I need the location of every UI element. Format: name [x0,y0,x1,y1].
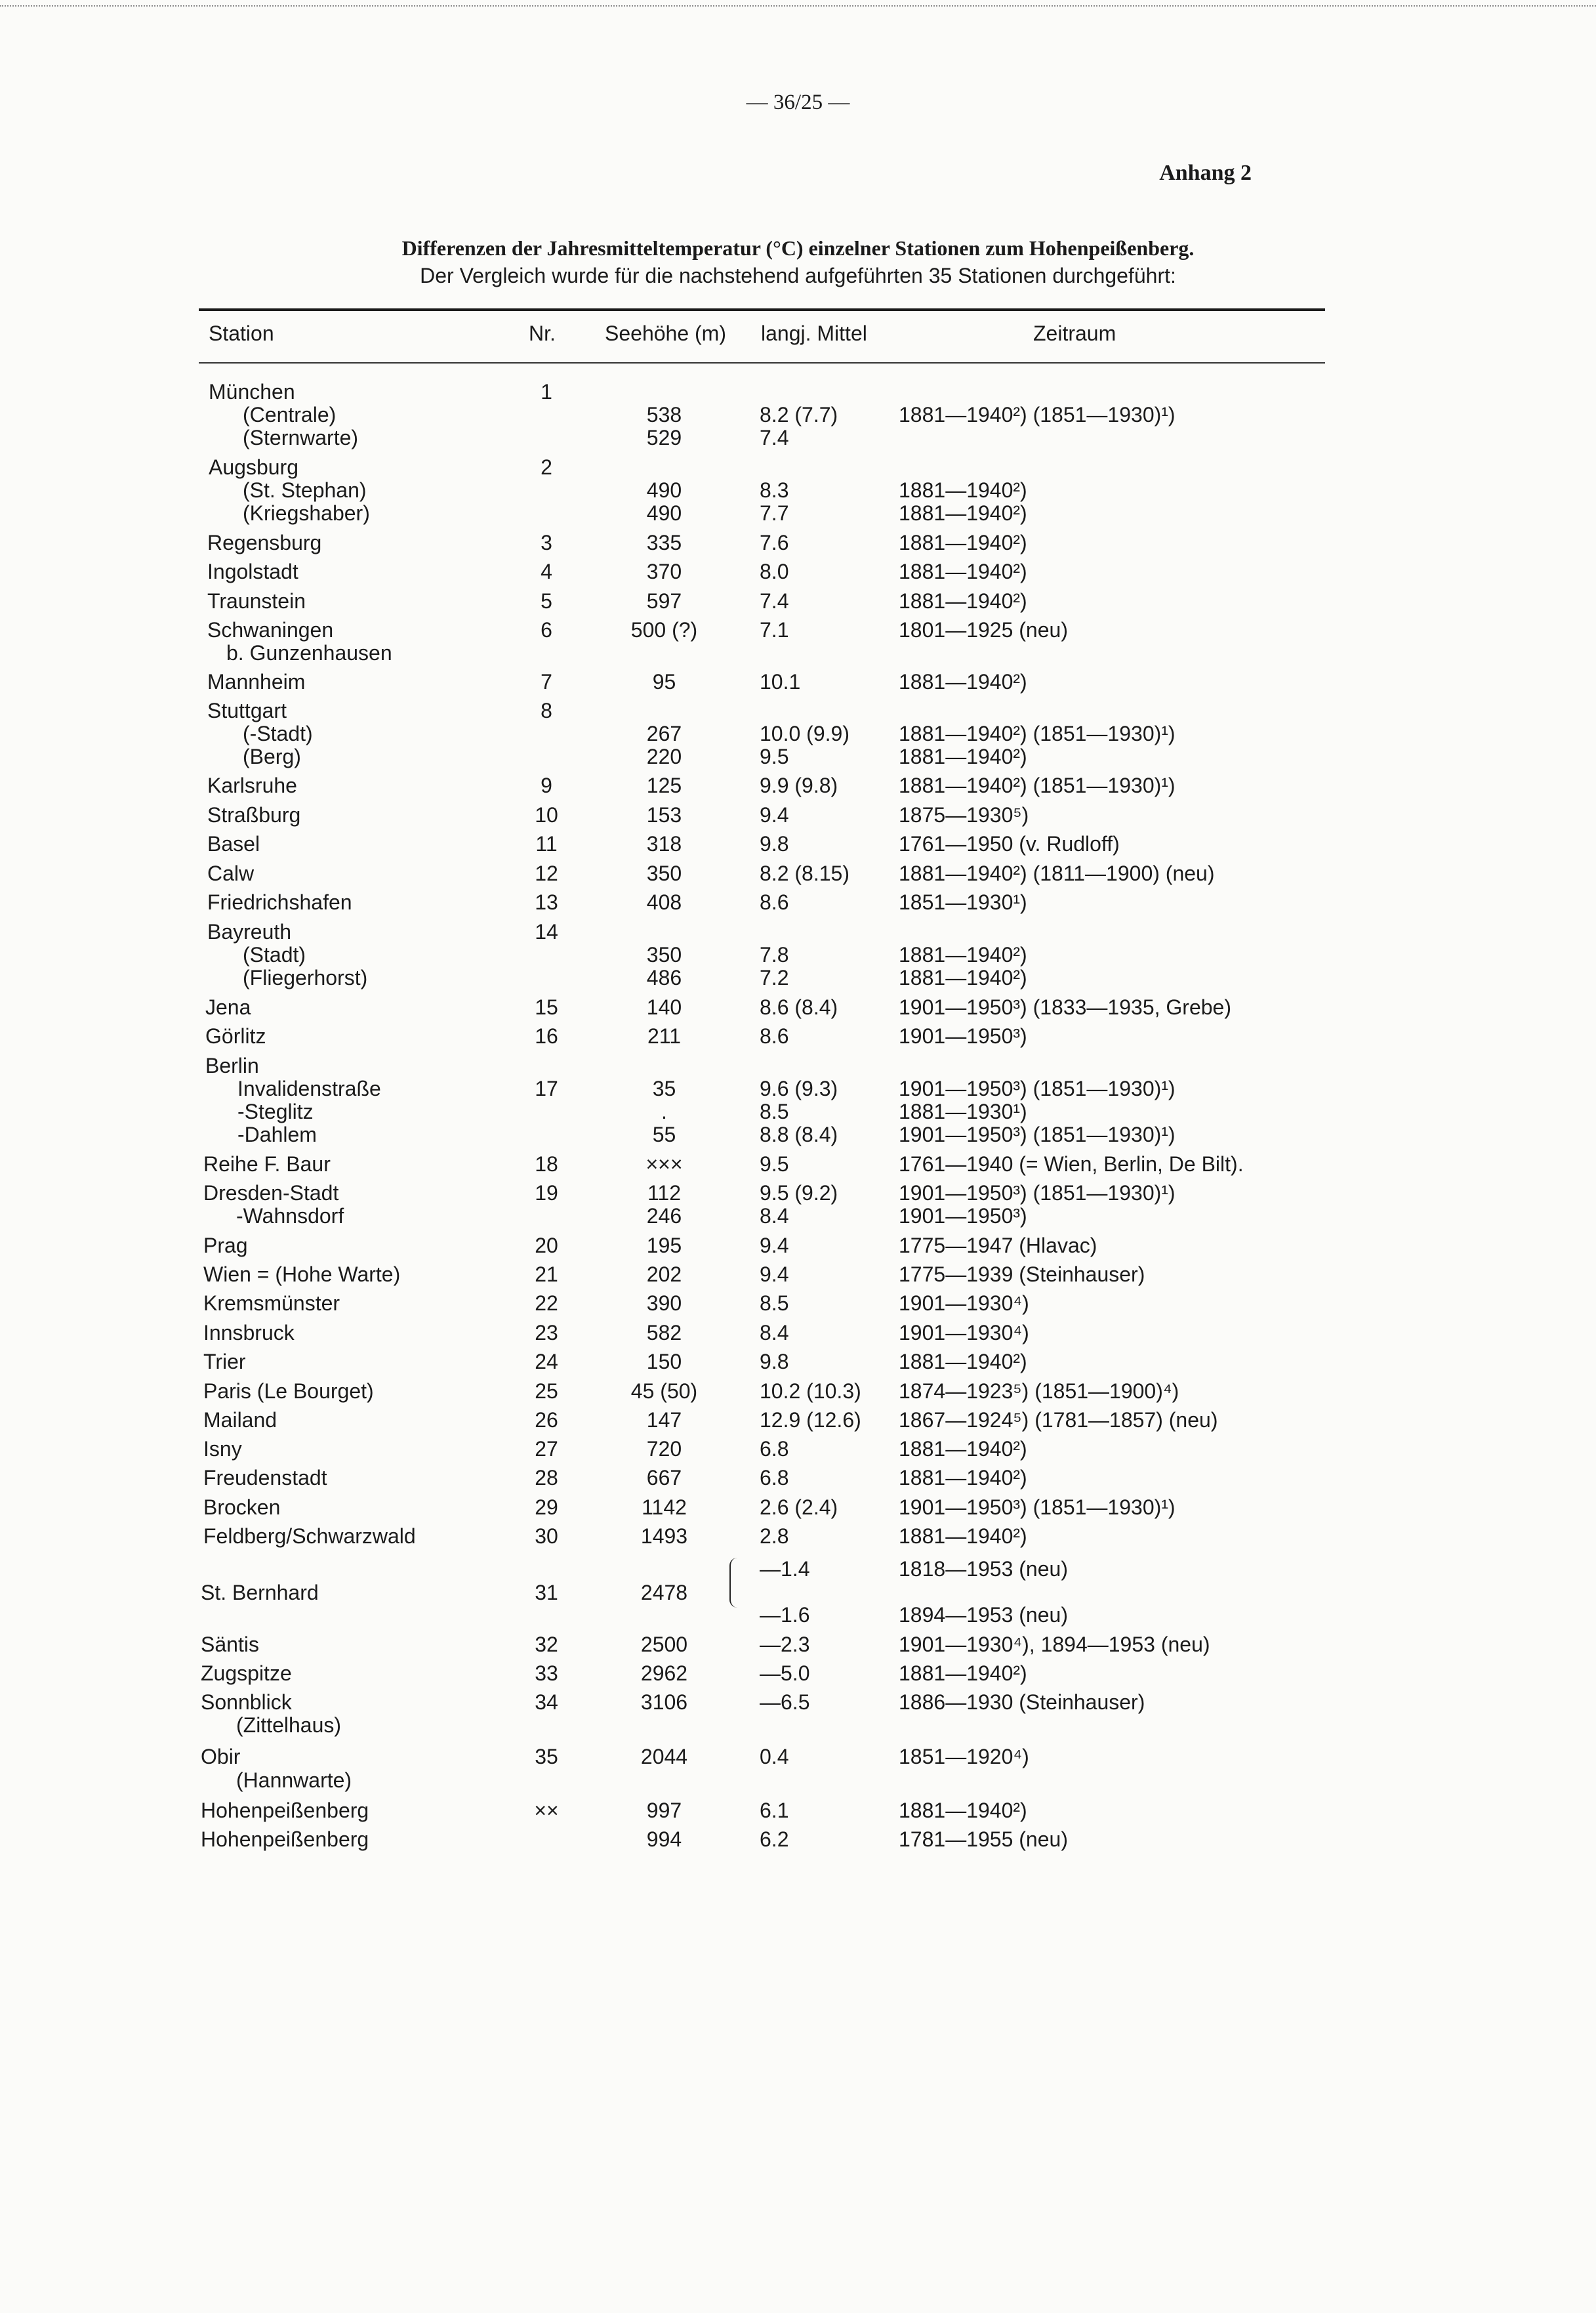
cell-zeitraum: 1775—1939 (Steinhauser) [899,1262,1145,1286]
cell-zeitraum: 1781—1955 (neu) [899,1827,1068,1851]
cell-seehoehe: 147 [646,1408,682,1432]
table-top-rule [199,308,1325,311]
table-row [0,860,1596,886]
cell-mittel: 8.8 (8.4) [760,1123,838,1146]
table-row [0,558,1596,585]
cell-mittel: 9.6 (9.3) [760,1077,838,1100]
table-row [0,379,1596,405]
cell-seehoehe: 202 [646,1262,682,1286]
cell-station: Innsbruck [203,1321,295,1344]
cell-nr: 24 [535,1350,558,1373]
cell-zeitraum: 1881—1940²) (1851—1930)¹) [899,403,1176,427]
cell-station: -Dahlem [237,1123,317,1146]
table-row [0,1465,1596,1491]
cell-station: (Kriegshaber) [243,501,370,525]
cell-station: (Fliegerhorst) [243,966,368,990]
table-row [0,669,1596,695]
table-row [0,1556,1596,1582]
cell-mittel: 10.1 [760,670,801,694]
cell-nr: 33 [535,1661,558,1685]
cell-mittel: —5.0 [760,1661,810,1685]
cell-seehoehe: 529 [646,426,682,449]
cell-zeitraum: 1801—1925 (neu) [899,618,1068,642]
cell-mittel: 7.6 [760,531,789,554]
cell-station: (Berg) [243,745,301,768]
cell-seehoehe: 1142 [642,1495,687,1519]
cell-zeitraum: 1761—1940 (= Wien, Berlin, De Bilt). [899,1152,1244,1176]
cell-station: Obir [201,1745,241,1768]
cell-mittel: 8.6 (8.4) [760,995,838,1019]
cell-nr: 1 [541,380,552,404]
cell-station: Trier [203,1350,246,1373]
cell-seehoehe: 125 [646,774,682,797]
cell-zeitraum: 1881—1940²) [899,560,1027,583]
cell-seehoehe: ××× [645,1152,683,1176]
cell-station: Mailand [203,1408,277,1432]
cell-station: Dresden-Stadt [203,1181,339,1205]
cell-seehoehe: 195 [646,1234,682,1257]
cell-seehoehe: 2044 [640,1745,688,1768]
table-row [0,530,1596,556]
cell-station: Prag [203,1234,248,1257]
cell-mittel: 6.8 [760,1437,789,1461]
cell-mittel: 9.8 [760,832,789,856]
cell-nr: 4 [541,560,552,583]
cell-mittel: 7.1 [760,618,789,642]
cell-station: Invalidenstraße [237,1077,381,1100]
cell-seehoehe: 582 [646,1321,682,1344]
cell-mittel: 9.4 [760,1234,789,1257]
cell-station: Calw [207,862,255,885]
column-header-nr: Nr. [529,322,556,345]
cell-station: St. Bernhard [201,1581,319,1604]
cell-mittel: 6.1 [760,1799,789,1822]
table-row [0,1797,1596,1823]
cell-nr: 18 [535,1152,558,1176]
cell-seehoehe: 140 [646,995,682,1019]
cell-seehoehe: 370 [646,560,682,583]
cell-zeitraum: 1901—1950³) (1833—1935, Grebe) [899,995,1231,1019]
table-row [0,402,1596,428]
cell-zeitraum: 1851—1930¹) [899,890,1027,914]
cell-mittel: 10.0 (9.9) [760,722,849,745]
table-row [0,1826,1596,1852]
table-row [0,1121,1596,1148]
cell-seehoehe: 486 [646,966,682,990]
cell-mittel: 9.4 [760,1262,789,1286]
cell-mittel: 0.4 [760,1745,789,1768]
document-title: Differenzen der Jahresmitteltemperatur (°C) einzelner Stationen zum Hohenpeißenberg. [401,236,1195,260]
cell-mittel: 9.5 (9.2) [760,1181,838,1205]
cell-station: (Centrale) [243,403,337,427]
cell-zeitraum: 1881—1940²) [899,670,1027,694]
table-row [0,1052,1596,1079]
cell-station: (Zittelhaus) [236,1713,342,1737]
header-bottom-rule [199,362,1325,364]
table-row [0,1767,1596,1793]
table-row [0,889,1596,915]
cell-zeitraum: 1761—1950 (v. Rudloff) [899,832,1120,856]
cell-station: (St. Stephan) [243,478,367,502]
cell-zeitraum: 1881—1940²) [899,501,1027,525]
cell-station: (Sternwarte) [243,426,359,449]
cell-nr: 13 [535,890,558,914]
cell-mittel: 9.5 [760,1152,789,1176]
table-row [0,772,1596,799]
cell-zeitraum: 1881—1940²) [899,1799,1027,1822]
table-row [0,1631,1596,1657]
table-row [0,454,1596,480]
cell-seehoehe: 720 [646,1437,682,1461]
cell-zeitraum: 1901—1950³) (1851—1930)¹) [899,1495,1176,1519]
cell-seehoehe: 335 [646,531,682,554]
cell-station: Friedrichshafen [207,890,352,914]
cell-seehoehe: 500 (?) [630,618,698,642]
cell-station: Paris (Le Bourget) [203,1379,374,1403]
cell-seehoehe: 150 [646,1350,682,1373]
cell-station: Sonnblick [201,1690,292,1714]
cell-zeitraum: 1881—1940²) [899,745,1027,768]
cell-mittel: —1.6 [760,1603,810,1627]
cell-nr: 32 [535,1633,558,1656]
cell-station: Schwaningen [207,618,334,642]
cell-zeitraum: 1881—1940²) [899,478,1027,502]
cell-nr: 6 [541,618,552,642]
cell-nr: 25 [535,1379,558,1403]
cell-zeitraum: 1901—1950³) (1851—1930)¹) [899,1077,1176,1100]
cell-station: Traunstein [207,589,306,613]
table-row [0,1290,1596,1316]
cell-nr: 22 [535,1291,558,1315]
cell-mittel: 2.8 [760,1524,789,1548]
cell-mittel: 8.2 (7.7) [760,403,838,427]
cell-station: Hohenpeißenberg [201,1827,369,1851]
cell-mittel: 7.4 [760,426,789,449]
cell-nr: ×× [534,1799,559,1822]
cell-nr: 16 [535,1024,558,1048]
cell-nr: 31 [535,1581,558,1604]
table-row [0,831,1596,857]
cell-nr: 14 [535,920,558,944]
cell-station: Reihe F. Baur [203,1152,331,1176]
table-row [0,919,1596,945]
cell-zeitraum: 1818—1953 (neu) [899,1557,1068,1581]
cell-zeitraum: 1901—1930⁴) [899,1321,1029,1344]
table-row [0,720,1596,747]
table-row [0,698,1596,724]
cell-zeitraum: 1881—1940²) [899,943,1027,967]
cell-zeitraum: 1775—1947 (Hlavac) [899,1234,1097,1257]
cell-station: -Wahnsdorf [236,1204,344,1228]
table-row [0,425,1596,451]
cell-seehoehe: 220 [646,745,682,768]
cell-station: (-Stadt) [243,722,313,745]
cell-nr: 9 [541,774,552,797]
cell-nr: 8 [541,699,552,722]
table-row [0,1689,1596,1715]
cell-station: Isny [203,1437,242,1461]
table-row [0,994,1596,1020]
page-number: — 36/25 — [746,91,850,114]
cell-seehoehe: 112 [647,1181,681,1205]
cell-seehoehe: 490 [646,478,682,502]
cell-nr: 10 [535,803,558,827]
cell-nr: 19 [535,1181,558,1205]
cell-seehoehe: 35 [652,1077,676,1100]
table-row [0,1180,1596,1206]
table-row [0,1407,1596,1433]
cell-station: b. Gunzenhausen [226,641,392,665]
column-header-zeitraum: Zeitraum [1033,322,1116,345]
table-row [0,1151,1596,1177]
cell-station: Wien = (Hohe Warte) [203,1262,401,1286]
cell-zeitraum: 1881—1930¹) [899,1100,1027,1123]
cell-station: Freudenstadt [203,1466,327,1490]
cell-nr: 15 [535,995,558,1019]
cell-station: Jena [205,995,251,1019]
cell-nr: 3 [541,531,552,554]
cell-nr: 26 [535,1408,558,1432]
cell-zeitraum: 1881—1940²) [899,531,1027,554]
st-bernhard-brace [729,1558,740,1608]
cell-zeitraum: 1881—1940²) [899,1661,1027,1685]
table-row [0,477,1596,503]
cell-station: Zugspitze [201,1661,292,1685]
cell-nr: 20 [535,1234,558,1257]
cell-station: Kremsmünster [203,1291,340,1315]
table-row [0,1348,1596,1375]
cell-seehoehe: 597 [646,589,682,613]
cell-zeitraum: 1881—1940²) [899,1350,1027,1373]
cell-seehoehe: 95 [652,670,676,694]
cell-seehoehe: 1493 [640,1524,688,1548]
cell-zeitraum: 1881—1940²) [899,1437,1027,1461]
cell-mittel: 8.6 [760,890,789,914]
cell-seehoehe: 2478 [640,1581,688,1604]
cell-seehoehe: . [661,1100,667,1123]
table-row [0,802,1596,828]
document-subtitle: Der Vergleich wurde für die nachstehend aufgeführten 35 Stationen durchgeführt: [420,264,1176,287]
table-row [0,1232,1596,1259]
cell-mittel: —2.3 [760,1633,810,1656]
cell-station: Stuttgart [207,699,287,722]
cell-nr: 5 [541,589,552,613]
cell-station: Straßburg [207,803,301,827]
cell-mittel: 6.2 [760,1827,789,1851]
cell-seehoehe: 667 [646,1466,682,1490]
cell-station: Karlsruhe [207,774,297,797]
cell-mittel: 8.3 [760,478,789,502]
cell-nr: 17 [535,1077,558,1100]
cell-mittel: 10.2 (10.3) [760,1379,861,1403]
table-row [0,500,1596,526]
cell-station: Brocken [203,1495,281,1519]
cell-mittel: 12.9 (12.6) [760,1408,861,1432]
cell-zeitraum: 1881—1940²) [899,1466,1027,1490]
cell-nr: 28 [535,1466,558,1490]
cell-nr: 29 [535,1495,558,1519]
cell-station: Bayreuth [207,920,292,944]
cell-seehoehe: 153 [646,803,682,827]
cell-nr: 23 [535,1321,558,1344]
cell-seehoehe: 997 [646,1799,682,1822]
cell-mittel: 8.5 [760,1291,789,1315]
cell-zeitraum: 1901—1950³) [899,1204,1027,1228]
cell-zeitraum: 1875—1930⁵) [899,803,1029,827]
table-row [0,640,1596,666]
cell-station: Basel [207,832,260,856]
appendix-label: Anhang 2 [1159,161,1252,185]
cell-station: Feldberg/Schwarzwald [203,1524,416,1548]
cell-zeitraum: 1867—1924⁵) (1781—1857) (neu) [899,1408,1218,1432]
cell-seehoehe: 350 [646,943,682,967]
cell-station: Regensburg [207,531,322,554]
cell-mittel: 7.7 [760,501,789,525]
cell-station: Berlin [205,1054,259,1077]
scan-top-edge [0,5,1596,7]
cell-seehoehe: 45 (50) [630,1379,698,1403]
cell-zeitraum: 1874—1923⁵) (1851—1900)⁴) [899,1379,1179,1403]
cell-zeitraum: 1886—1930 (Steinhauser) [899,1690,1145,1714]
cell-mittel: 9.9 (9.8) [760,774,838,797]
cell-mittel: —6.5 [760,1690,810,1714]
cell-mittel: 7.8 [760,943,789,967]
table-row [0,617,1596,643]
table-row [0,965,1596,991]
cell-mittel: 8.6 [760,1024,789,1048]
cell-zeitraum: 1881—1940²) (1811—1900) (neu) [899,862,1215,885]
cell-station: Säntis [201,1633,259,1656]
cell-mittel: 8.2 (8.15) [760,862,849,885]
cell-mittel: —1.4 [760,1557,810,1581]
cell-mittel: 7.4 [760,589,789,613]
cell-station: Hohenpeißenberg [201,1799,369,1822]
table-row [0,1494,1596,1520]
cell-nr: 11 [535,832,558,856]
cell-station: München [209,380,295,404]
table-row [0,1320,1596,1346]
cell-mittel: 8.4 [760,1204,789,1228]
cell-station: Augsburg [209,455,298,479]
cell-nr: 21 [535,1262,558,1286]
cell-station: Görlitz [205,1024,266,1048]
cell-mittel: 9.8 [760,1350,789,1373]
cell-mittel: 9.4 [760,803,789,827]
cell-nr: 2 [541,455,552,479]
cell-zeitraum: 1901—1950³) (1851—1930)¹) [899,1123,1176,1146]
column-header-station: Station [209,322,274,345]
table-row [0,1261,1596,1287]
cell-zeitraum: 1881—1940²) [899,1524,1027,1548]
cell-nr: 34 [535,1690,558,1714]
table-row [0,588,1596,614]
table-row [0,1023,1596,1049]
cell-zeitraum: 1901—1930⁴), 1894—1953 (neu) [899,1633,1210,1656]
cell-seehoehe: 267 [646,722,682,745]
cell-zeitraum: 1881—1940²) [899,966,1027,990]
cell-zeitraum: 1881—1940²) (1851—1930)¹) [899,774,1176,797]
cell-seehoehe: 490 [646,501,682,525]
cell-nr: 7 [541,670,552,694]
table-row [0,1203,1596,1229]
cell-seehoehe: 994 [646,1827,682,1851]
cell-seehoehe: 2500 [640,1633,688,1656]
cell-station: -Steglitz [237,1100,314,1123]
table-row [0,1378,1596,1404]
cell-seehoehe: 55 [652,1123,676,1146]
table-row [0,1523,1596,1549]
cell-mittel: 7.2 [760,966,789,990]
cell-seehoehe: 408 [646,890,682,914]
cell-zeitraum: 1881—1940²) [899,589,1027,613]
table-row [0,743,1596,770]
table-row [0,942,1596,968]
cell-nr: 12 [535,862,558,885]
table-row [0,1436,1596,1462]
cell-nr: 35 [535,1745,558,1768]
cell-mittel: 8.5 [760,1100,789,1123]
table-row [0,1075,1596,1102]
cell-mittel: 2.6 (2.4) [760,1495,838,1519]
cell-mittel: 6.8 [760,1466,789,1490]
cell-mittel: 8.0 [760,560,789,583]
cell-seehoehe: 538 [646,403,682,427]
cell-zeitraum: 1851—1920⁴) [899,1745,1029,1768]
table-row [0,1602,1596,1628]
cell-nr: 27 [535,1437,558,1461]
cell-zeitraum: 1901—1930⁴) [899,1291,1029,1315]
cell-zeitraum: 1901—1950³) [899,1024,1027,1048]
cell-zeitraum: 1894—1953 (neu) [899,1603,1068,1627]
cell-station: (Hannwarte) [236,1768,352,1792]
table-row [0,1712,1596,1738]
cell-seehoehe: 318 [646,832,682,856]
cell-seehoehe: 390 [646,1291,682,1315]
cell-station: (Stadt) [243,943,306,967]
cell-seehoehe: 350 [646,862,682,885]
cell-zeitraum: 1881—1940²) (1851—1930)¹) [899,722,1176,745]
cell-station: Mannheim [207,670,306,694]
table-row [0,1660,1596,1686]
cell-nr: 30 [535,1524,558,1548]
cell-seehoehe: 246 [646,1204,682,1228]
cell-seehoehe: 211 [647,1024,681,1048]
cell-mittel: 8.4 [760,1321,789,1344]
cell-station: Ingolstadt [207,560,298,583]
cell-zeitraum: 1901—1950³) (1851—1930)¹) [899,1181,1176,1205]
cell-mittel: 9.5 [760,745,789,768]
table-row [0,1098,1596,1125]
cell-seehoehe: 3106 [640,1690,688,1714]
column-header-seehoehe: Seehöhe (m) [605,322,726,345]
table-row [0,1743,1596,1770]
cell-seehoehe: 2962 [640,1661,688,1685]
column-header-mittel: langj. Mittel [761,322,867,345]
